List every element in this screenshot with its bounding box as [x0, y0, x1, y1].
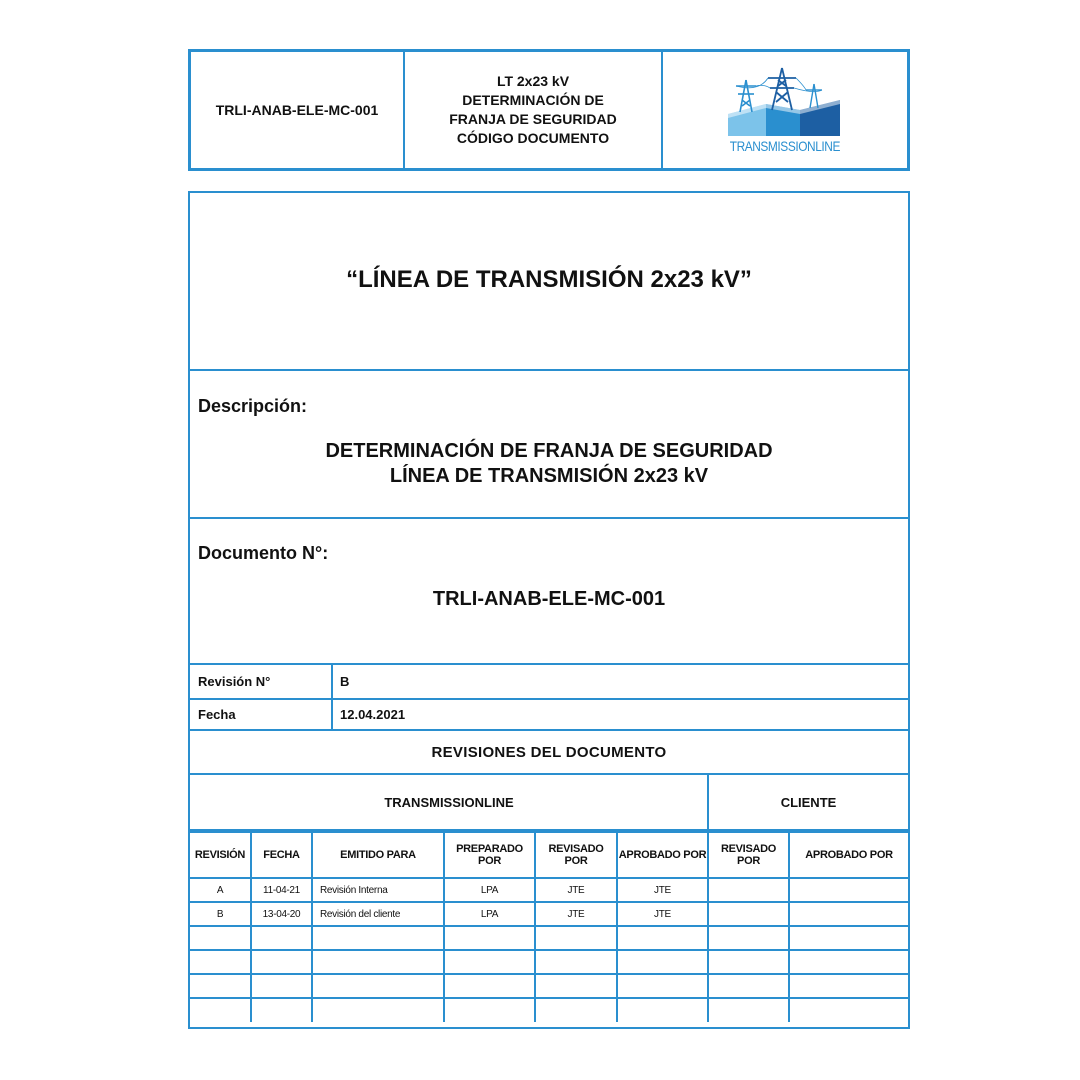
- revision-label: Revisión N°: [198, 674, 271, 689]
- table-cell: [312, 926, 444, 950]
- table-cell: [312, 974, 444, 998]
- revision-value: B: [340, 674, 350, 689]
- header-line: LT 2x23 kV: [496, 73, 570, 89]
- table-cell: [789, 950, 908, 974]
- revision-groups-row: [190, 775, 908, 831]
- title-section: [190, 193, 908, 371]
- description-line-1: DETERMINACIÓN DE FRANJA DE SEGURIDAD: [325, 440, 773, 462]
- revision-row: [190, 665, 908, 700]
- table-cell: [789, 998, 908, 1022]
- table-cell: [617, 950, 708, 974]
- document-number: TRLI-ANAB-ELE-MC-001: [432, 588, 666, 610]
- table-row: [190, 998, 908, 1022]
- column-header: REVISADO POR: [708, 832, 789, 878]
- column-header: APROBADO POR: [617, 832, 708, 878]
- document-number-label: Documento N°:: [198, 543, 329, 563]
- table-cell: [251, 950, 312, 974]
- description-section: [190, 371, 908, 519]
- document-title: “LÍNEA DE TRANSMISIÓN 2x23 kV”: [346, 266, 752, 293]
- table-row: [190, 974, 908, 998]
- document-header: [188, 49, 910, 171]
- transmission-tower-logo-icon: [726, 66, 844, 136]
- table-cell: A: [190, 878, 251, 902]
- table-cell: 13-04-20: [251, 902, 312, 926]
- divider: [331, 700, 333, 729]
- table-cell: [251, 998, 312, 1022]
- table-cell: JTE: [535, 878, 617, 902]
- logo-text: TRANSMISSIONLINE: [729, 138, 841, 154]
- table-cell: [535, 998, 617, 1022]
- table-cell: Revisión del cliente: [312, 902, 444, 926]
- table-cell: 11-04-21: [251, 878, 312, 902]
- date-row: [190, 700, 908, 731]
- column-header: REVISIÓN: [190, 832, 251, 878]
- table-cell: LPA: [444, 902, 535, 926]
- date-label: Fecha: [198, 707, 236, 722]
- divider: [331, 665, 333, 698]
- table-row: [190, 950, 908, 974]
- table-cell: [444, 974, 535, 998]
- table-cell: [444, 950, 535, 974]
- table-cell: [190, 998, 251, 1022]
- description-line-2: LÍNEA DE TRANSMISIÓN 2x23 kV: [389, 465, 709, 487]
- table-cell: [190, 950, 251, 974]
- table-cell: [312, 998, 444, 1022]
- table-cell: [190, 926, 251, 950]
- table-cell: [617, 974, 708, 998]
- table-cell: [708, 998, 789, 1022]
- table-cell: JTE: [617, 878, 708, 902]
- document-cover-form: [188, 191, 910, 1029]
- table-row: [190, 878, 908, 902]
- table-cell: [312, 950, 444, 974]
- client-group-label: CLIENTE: [780, 794, 837, 810]
- table-cell: [444, 998, 535, 1022]
- table-cell: [708, 974, 789, 998]
- table-cell: [617, 926, 708, 950]
- revisions-table: [190, 831, 908, 1022]
- header-code: TRLI-ANAB-ELE-MC-001: [191, 52, 405, 168]
- table-cell: LPA: [444, 878, 535, 902]
- company-logo: [663, 52, 907, 168]
- document-number-section: [190, 519, 908, 665]
- table-cell: [708, 902, 789, 926]
- table-cell: [708, 926, 789, 950]
- table-cell: [190, 974, 251, 998]
- table-header-row: [190, 832, 908, 878]
- table-cell: Revisión Interna: [312, 878, 444, 902]
- table-cell: [251, 926, 312, 950]
- header-line: FRANJA DE SEGURIDAD: [449, 111, 617, 127]
- column-header: EMITIDO PARA: [312, 832, 444, 878]
- revisions-heading: REVISIONES DEL DOCUMENTO: [190, 731, 908, 775]
- table-row: [190, 926, 908, 950]
- table-cell: [251, 974, 312, 998]
- table-cell: [535, 974, 617, 998]
- column-header: APROBADO POR: [789, 832, 908, 878]
- table-cell: [789, 878, 908, 902]
- column-header: FECHA: [251, 832, 312, 878]
- table-row: [190, 902, 908, 926]
- description-label: Descripción:: [198, 396, 308, 416]
- table-cell: [444, 926, 535, 950]
- header-center-title: [405, 52, 663, 168]
- table-cell: [708, 950, 789, 974]
- table-cell: [535, 950, 617, 974]
- table-cell: [789, 902, 908, 926]
- table-cell: [535, 926, 617, 950]
- table-cell: [789, 974, 908, 998]
- company-group-label: TRANSMISSIONLINE: [384, 794, 514, 810]
- table-cell: JTE: [617, 902, 708, 926]
- date-value: 12.04.2021: [340, 707, 406, 722]
- header-line: DETERMINACIÓN DE: [462, 92, 604, 108]
- column-header: PREPARADO POR: [444, 832, 535, 878]
- column-header: REVISADO POR: [535, 832, 617, 878]
- header-line: CÓDIGO DOCUMENTO: [456, 130, 610, 146]
- table-cell: [617, 998, 708, 1022]
- table-cell: B: [190, 902, 251, 926]
- table-cell: [708, 878, 789, 902]
- table-cell: JTE: [535, 902, 617, 926]
- table-cell: [789, 926, 908, 950]
